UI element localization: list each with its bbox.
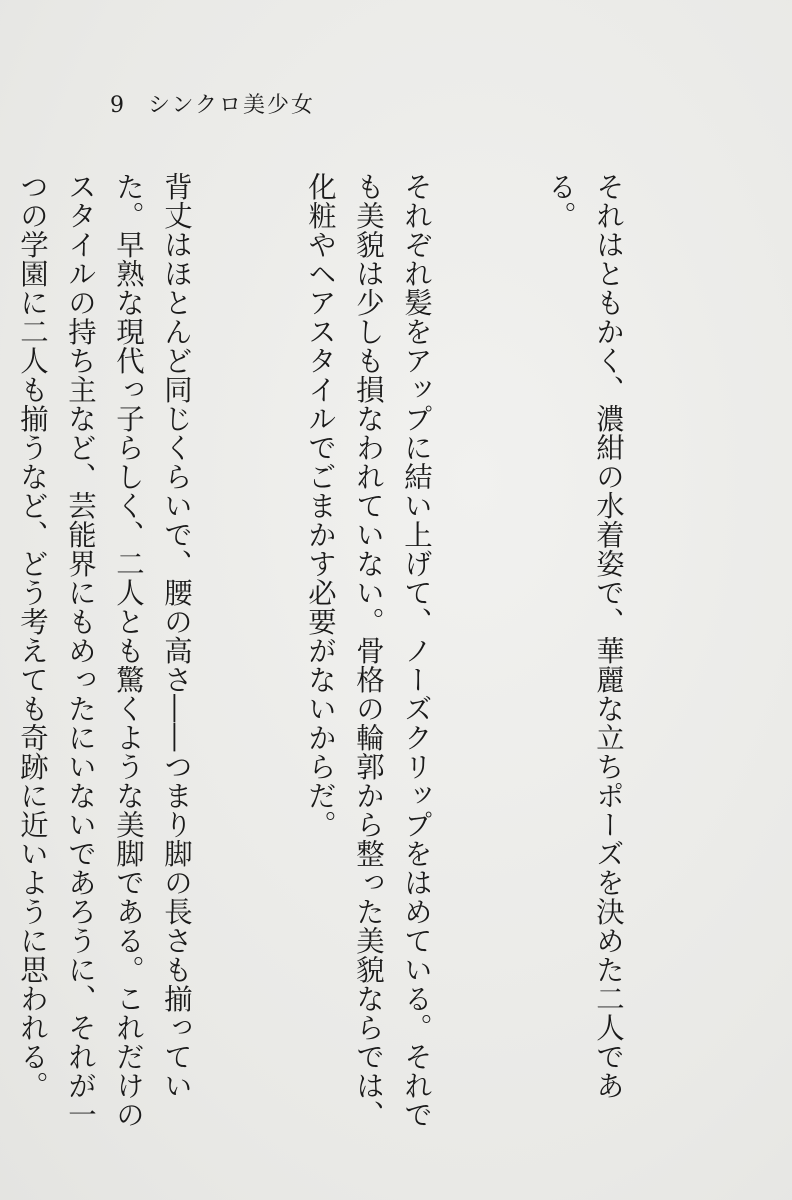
paragraph: それはともかく、濃紺の水着姿で、華麗な立ちポーズを決めた二人である。 <box>544 172 625 1100</box>
page-number: 9 <box>110 93 126 118</box>
running-header <box>110 88 315 119</box>
chapter-title: シンクロ美少女 <box>148 93 316 118</box>
paragraph: それぞれ髪をアップに結い上げて、ノーズクリップをはめている。それでも美貌は少しも損なわれていない。骨格の輪郭から整った美貌ならでは、化粧やヘアスタイルでごまかす必要がないからだ。 <box>304 172 433 1129</box>
paragraph: 背丈はほとんど同じくらいで、腰の高さ――つまり脚の長さも揃っていた。早熟な現代っ子らしく、二人とも驚くような美脚である。これだけのスタイルの持ち主など、芸能界にもめったにいないであろうに、それが一つの学園に二人も揃うなど、どう考えても奇跡に近いように思われる。 <box>16 172 193 1129</box>
vertical-body-text <box>16 172 728 1152</box>
